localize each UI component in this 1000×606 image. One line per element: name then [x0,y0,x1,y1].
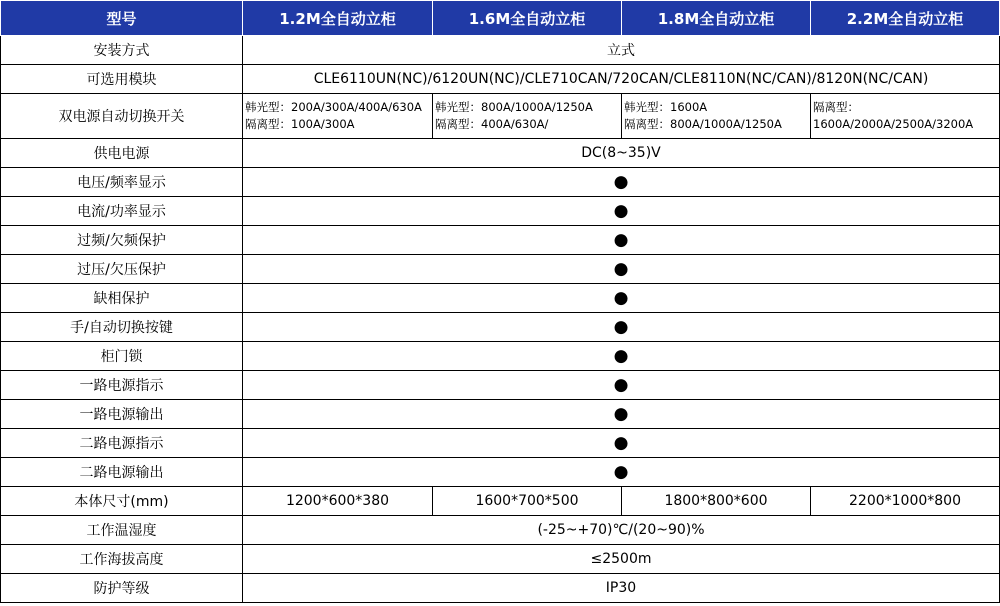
table-row [1,574,1000,603]
table-row [1,284,1000,313]
header-model-3: 1.8M全自动立柜 [622,1,811,36]
switch-line: 韩光型：1600A [624,100,708,114]
dot-icon: ● [613,345,629,366]
switch-line: 隔离型：400A/630A/ [435,117,549,131]
table-row [1,545,1000,574]
table-row [1,139,1000,168]
dot-icon: ● [613,403,629,424]
dot-icon: ● [613,200,629,221]
row-label-feature: 电流/功率显示 [1,197,243,226]
row-label-size: 本体尺寸(mm) [1,487,243,516]
row-label-feature: 过频/欠频保护 [1,226,243,255]
table-row [1,226,1000,255]
feature-dot [243,168,1000,197]
switch-cell-2 [433,94,622,139]
table-row [1,65,1000,94]
table-row [1,429,1000,458]
table-row [1,400,1000,429]
row-label-ip: 防护等级 [1,574,243,603]
row-label-feature: 二路电源输出 [1,458,243,487]
switch-cell-1 [243,94,433,139]
feature-dot [243,226,1000,255]
row-label-feature: 柜门锁 [1,342,243,371]
switch-line: 隔离型： [813,100,859,114]
ip-value: IP30 [243,574,1000,603]
size-value-1: 1200*600*380 [243,487,433,516]
feature-dot [243,371,1000,400]
header-model-label: 型号 [1,1,243,36]
table-row [1,342,1000,371]
dot-icon: ● [613,461,629,482]
row-label-feature: 二路电源指示 [1,429,243,458]
feature-dot [243,342,1000,371]
row-label-feature: 电压/频率显示 [1,168,243,197]
dot-icon: ● [613,432,629,453]
switch-line: 隔离型：100A/300A [245,117,355,131]
feature-dot [243,429,1000,458]
row-label-feature: 过压/欠压保护 [1,255,243,284]
table-row [1,371,1000,400]
dot-icon: ● [613,229,629,250]
feature-dot [243,197,1000,226]
feature-dot [243,255,1000,284]
table-row [1,313,1000,342]
header-row [1,1,1000,36]
switch-line: 韩光型：200A/300A/400A/630A [245,100,422,114]
row-label-power: 供电电源 [1,139,243,168]
switch-cell-4 [811,94,1000,139]
table-row [1,487,1000,516]
row-label-altitude: 工作海拔高度 [1,545,243,574]
table-row [1,94,1000,139]
switch-cell-3 [622,94,811,139]
switch-line: 韩光型：800A/1000A/1250A [435,100,593,114]
switch-line: 1600A/2000A/2500A/3200A [813,117,974,131]
dot-icon: ● [613,316,629,337]
dot-icon: ● [613,287,629,308]
row-label-switch: 双电源自动切换开关 [1,94,243,139]
header-model-4: 2.2M全自动立柜 [811,1,1000,36]
table-row [1,168,1000,197]
header-model-1: 1.2M全自动立柜 [243,1,433,36]
row-label-feature: 缺相保护 [1,284,243,313]
temp-value: (-25~+70)℃/(20~90)% [243,516,1000,545]
size-value-3: 1800*800*600 [622,487,811,516]
table-row [1,516,1000,545]
feature-dot [243,458,1000,487]
install-value: 立式 [243,36,1000,65]
table-row [1,36,1000,65]
dot-icon: ● [613,171,629,192]
row-label-feature: 一路电源指示 [1,371,243,400]
feature-dot [243,313,1000,342]
switch-line: 隔离型：800A/1000A/1250A [624,117,782,131]
feature-dot [243,400,1000,429]
feature-dot [243,284,1000,313]
table-row [1,458,1000,487]
table-row [1,255,1000,284]
power-value: DC(8~35)V [243,139,1000,168]
row-label-feature: 一路电源输出 [1,400,243,429]
table-row [1,197,1000,226]
row-label-feature: 手/自动切换按键 [1,313,243,342]
size-value-4: 2200*1000*800 [811,487,1000,516]
row-label-install: 安装方式 [1,36,243,65]
row-label-temp: 工作温湿度 [1,516,243,545]
dot-icon: ● [613,374,629,395]
modules-value: CLE6110UN(NC)/6120UN(NC)/CLE710CAN/720CAN/CLE8110N(NC/CAN)/8120N(NC/CAN) [243,65,1000,94]
row-label-modules: 可选用模块 [1,65,243,94]
altitude-value: ≤2500m [243,545,1000,574]
size-value-2: 1600*700*500 [433,487,622,516]
dot-icon: ● [613,258,629,279]
header-model-2: 1.6M全自动立柜 [433,1,622,36]
